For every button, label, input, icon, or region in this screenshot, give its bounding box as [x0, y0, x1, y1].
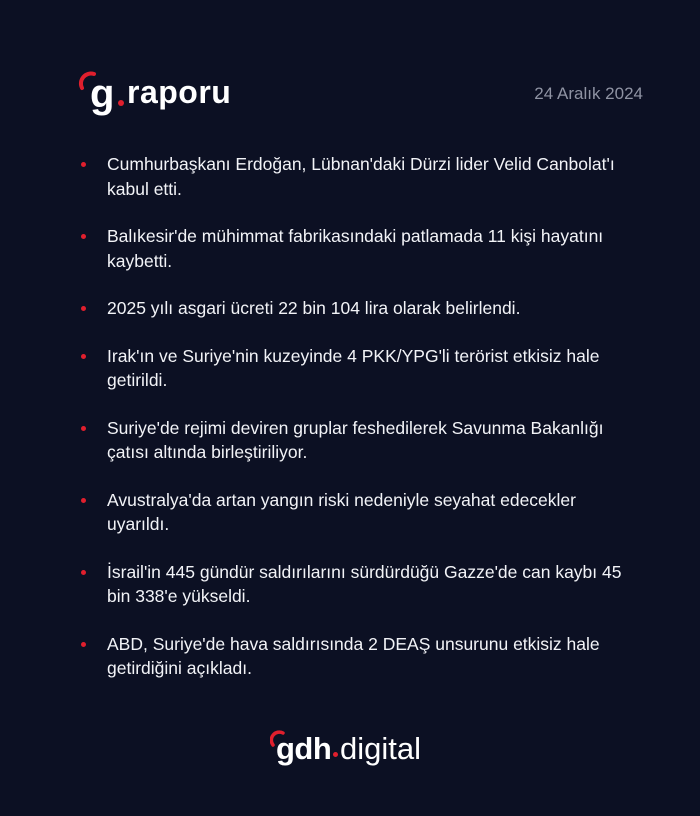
- logo-dot: [118, 100, 124, 106]
- bullet-icon: [81, 426, 86, 431]
- news-item: [80, 224, 640, 273]
- news-item: [80, 296, 640, 321]
- news-item: [80, 344, 640, 393]
- news-text: ABD, Suriye'de hava saldırısında 2 DEAŞ unsurunu etkisiz hale getirdiğini açıkladı.: [107, 633, 600, 678]
- bullet-icon: [81, 498, 86, 503]
- bullet-icon: [81, 162, 86, 167]
- bullet-icon: [81, 234, 86, 239]
- footer-dot: [333, 752, 338, 757]
- news-list: [80, 152, 640, 704]
- news-text: Irak'ın ve Suriye'nin kuzeyinde 4 PKK/YPG'li terörist etkisiz hale getirildi.: [107, 345, 600, 390]
- news-text: İsrail'in 445 gündür saldırılarını sürdürdüğü Gazze'de can kaybı 45 bin 338'e yükseldi.: [107, 561, 622, 606]
- logo-text: raporu: [127, 74, 232, 110]
- news-text: Balıkesir'de mühimmat fabrikasındaki patlamada 11 kişi hayatını kaybetti.: [107, 226, 604, 271]
- news-item: [80, 632, 640, 681]
- footer-brand-bold: gdh: [276, 731, 332, 766]
- news-text: Cumhurbaşkanı Erdoğan, Lübnan'daki Dürzi lider Velid Canbolat'ı kabul etti.: [107, 154, 615, 199]
- bullet-icon: [81, 306, 86, 311]
- news-item: [80, 152, 640, 201]
- news-text: 2025 yılı asgari ücreti 22 bin 104 lira olarak belirlendi.: [107, 298, 521, 318]
- news-item: [80, 560, 640, 609]
- bullet-icon: [81, 642, 86, 647]
- bullet-icon: [81, 354, 86, 359]
- news-text: Suriye'de rejimi deviren gruplar feshedilerek Savunma Bakanlığı çatısı altında birleştiriliyor.: [107, 417, 604, 462]
- report-date: 24 Aralık 2024: [534, 84, 643, 103]
- header: [78, 70, 643, 120]
- gdh-digital-logo: [270, 730, 440, 770]
- news-item: [80, 416, 640, 465]
- news-text: Avustralya'da artan yangın riski nedeniyle seyahat edecekler uyarıldı.: [107, 489, 576, 534]
- logo-letter: g: [90, 72, 115, 116]
- news-item: [80, 488, 640, 537]
- footer-brand-light: digital: [340, 731, 421, 766]
- bullet-icon: [81, 570, 86, 575]
